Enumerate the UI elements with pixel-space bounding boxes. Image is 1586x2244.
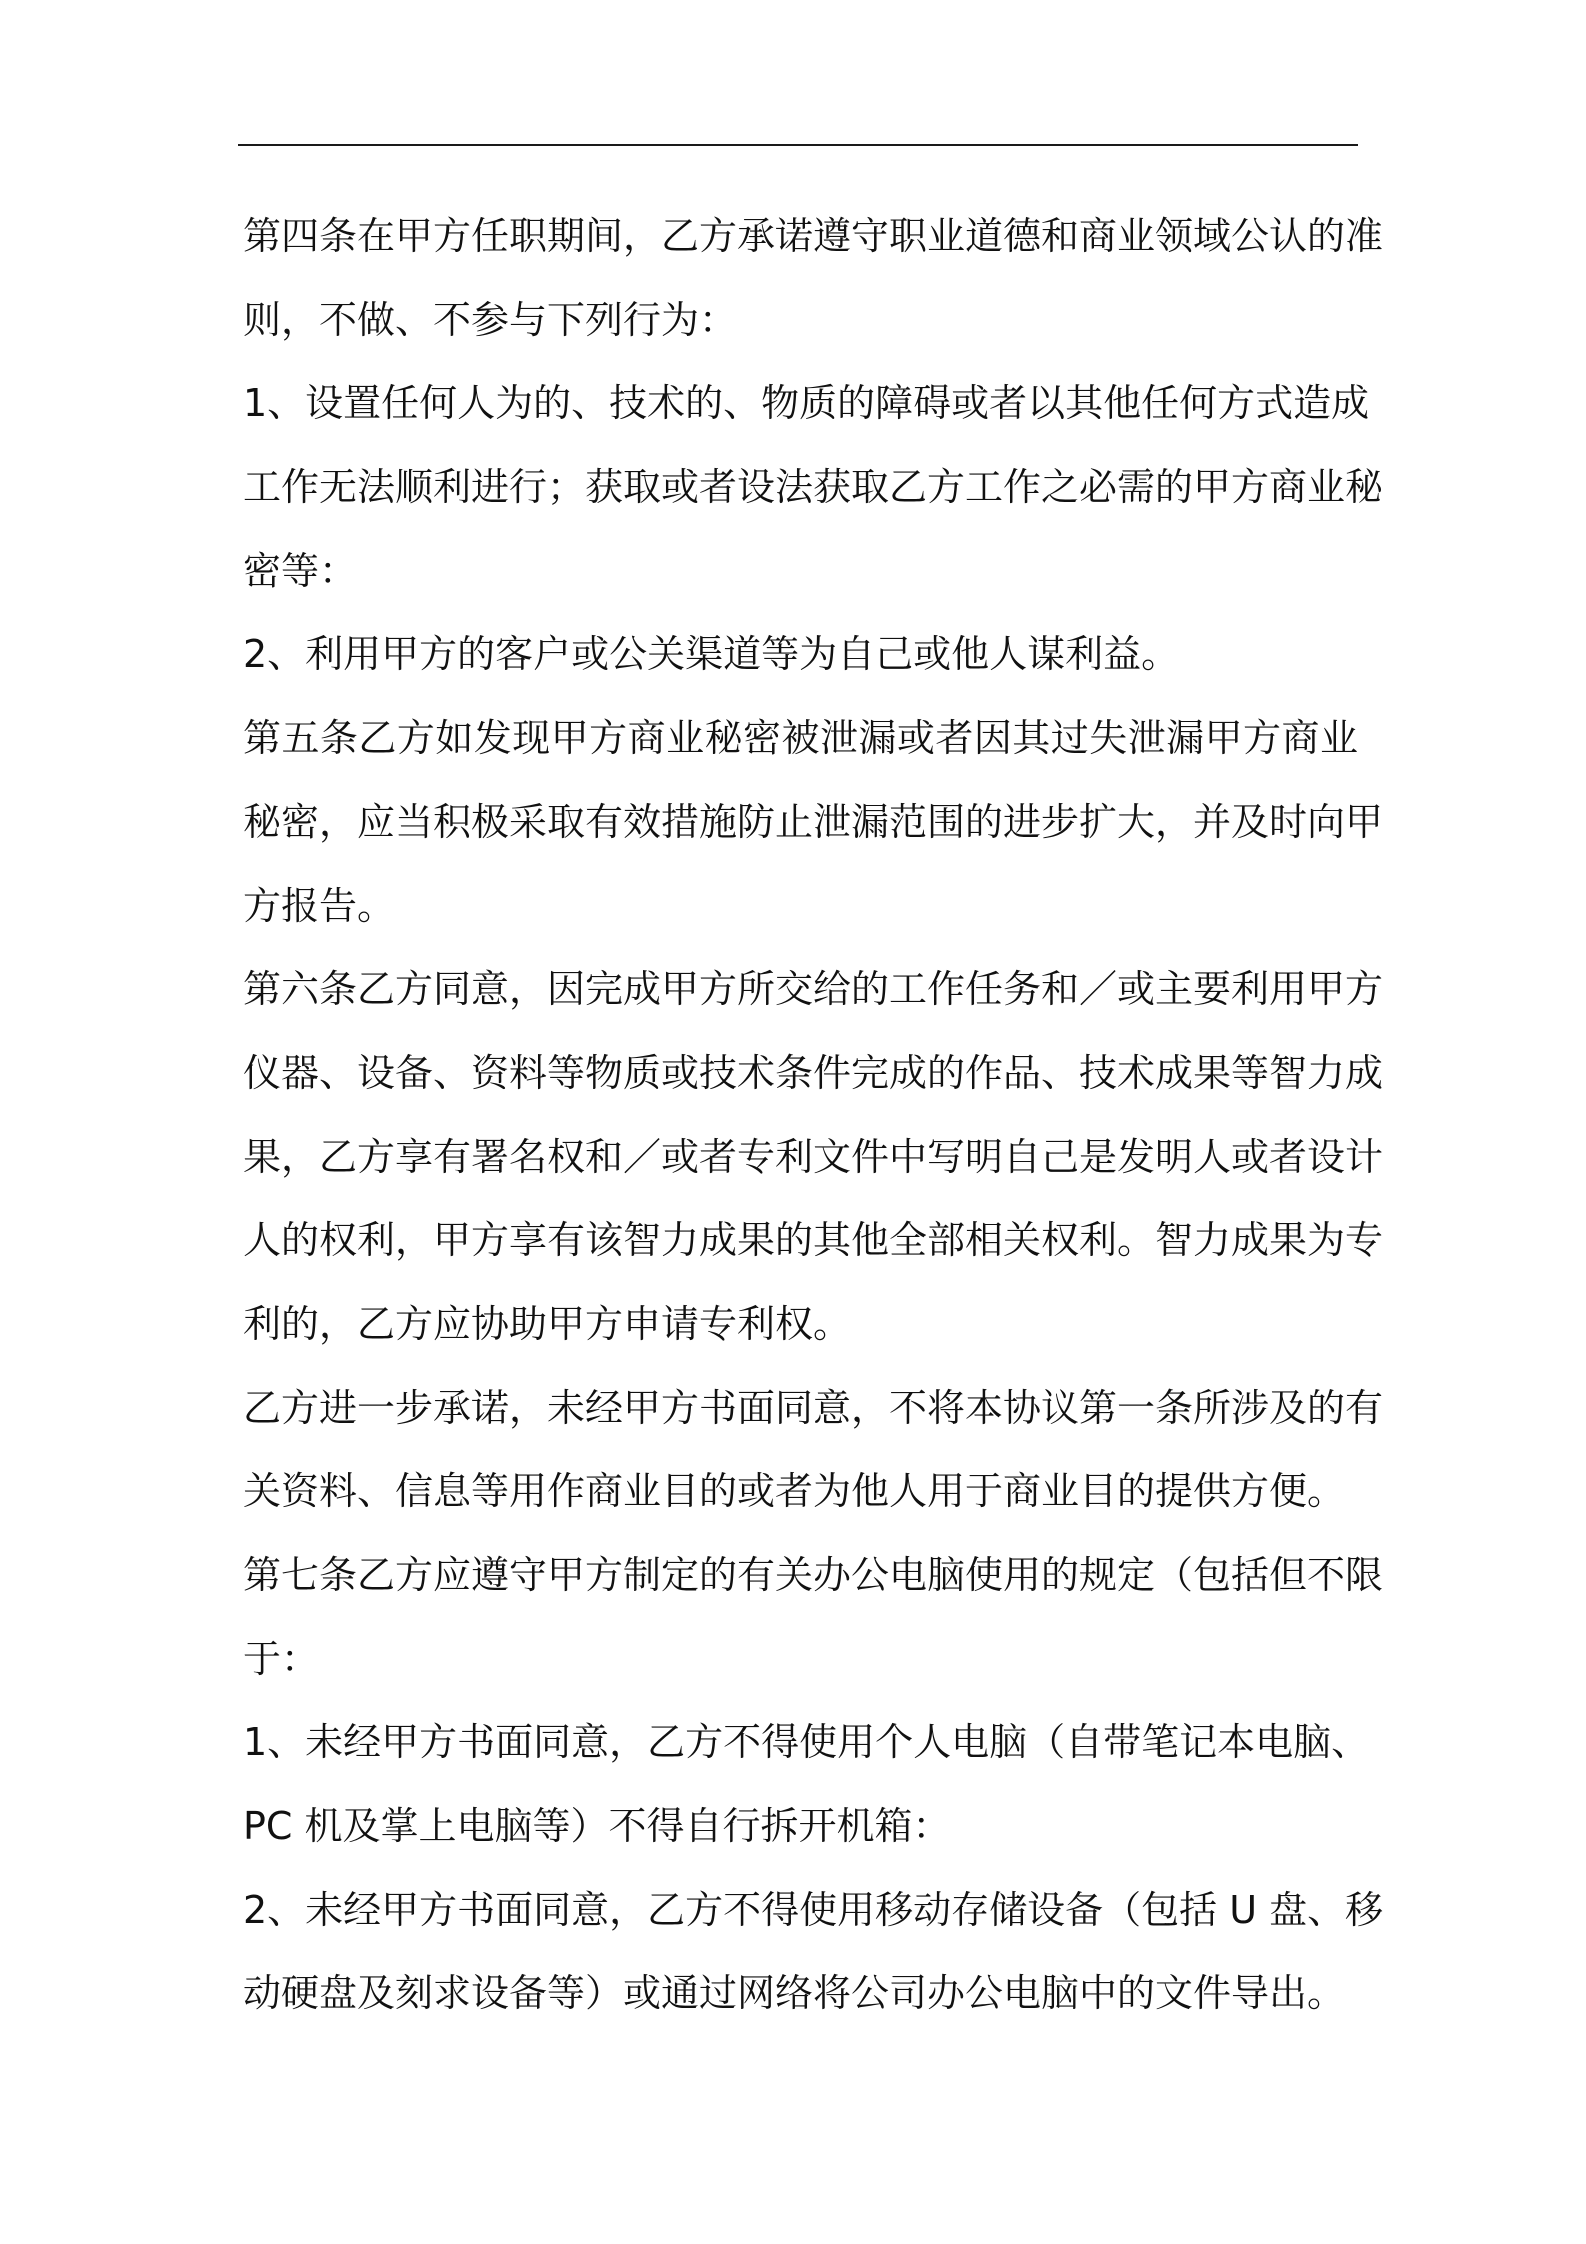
text-line: PC 机及掌上电脑等）不得自行拆开机箱： <box>243 1804 951 1849</box>
text-line: 2、利用甲方的客户或公关渠道等为自己或他人谋利益。 <box>243 632 1180 677</box>
document-body <box>243 195 1384 2036</box>
text-line: 1、未经甲方书面同意，乙方不得使用个人电脑（自带笔记本电脑、 <box>243 1720 1370 1765</box>
text-line: 第七条乙方应遵守甲方制定的有关办公电脑使用的规定（包括但不限 <box>243 1553 1384 1597</box>
text-line: 关资料、信息等用作商业目的或者为他人用于商业目的提供方便。 <box>243 1469 1346 1514</box>
text-line: 秘密，应当积极采取有效措施防止泄漏范围的进步扩大，并及时向甲 <box>243 799 1384 844</box>
text-line: 工作无法顺利进行；获取或者设法获取乙方工作之必需的甲方商业秘 <box>243 465 1384 510</box>
text-line: 人的权利，甲方享有该智力成果的其他全部相关权利。智力成果为专 <box>243 1218 1384 1263</box>
text-line: 乙方进一步承诺，未经甲方书面同意，不将本协议第一条所涉及的有 <box>243 1385 1384 1430</box>
text-line: 仪器、设备、资料等物质或技术条件完成的作品、技术成果等智力成 <box>243 1050 1384 1095</box>
text-line: 第六条乙方同意，因完成甲方所交给的工作任务和／或主要利用甲方 <box>243 967 1384 1012</box>
text-line: 密等： <box>243 548 358 593</box>
text-line: 1、设置任何人为的、技术的、物质的障碍或者以其他任何方式造成 <box>243 381 1370 426</box>
text-line: 则，不做、不参与下列行为： <box>243 297 738 342</box>
text-line: 动硬盘及刻求设备等）或通过网络将公司办公电脑中的文件导出。 <box>243 1971 1346 2016</box>
text-line: 第四条在甲方任职期间，乙方承诺遵守职业道德和商业领域公认的准 <box>243 214 1384 258</box>
text-line: 于： <box>243 1636 320 1681</box>
text-line: 利的，乙方应协助甲方申请专利权。 <box>243 1301 852 1346</box>
text-line: 第五条乙方如发现甲方商业秘密被泄漏或者因其过失泄漏甲方商业 <box>243 716 1358 761</box>
text-line: 果，乙方享有署名权和／或者专利文件中写明自己是发明人或者设计 <box>243 1134 1384 1179</box>
header-divider <box>238 144 1358 146</box>
text-line: 方报告。 <box>243 883 396 928</box>
text-line: 2、未经甲方书面同意，乙方不得使用移动存储设备（包括 U 盘、移 <box>243 1887 1384 1932</box>
